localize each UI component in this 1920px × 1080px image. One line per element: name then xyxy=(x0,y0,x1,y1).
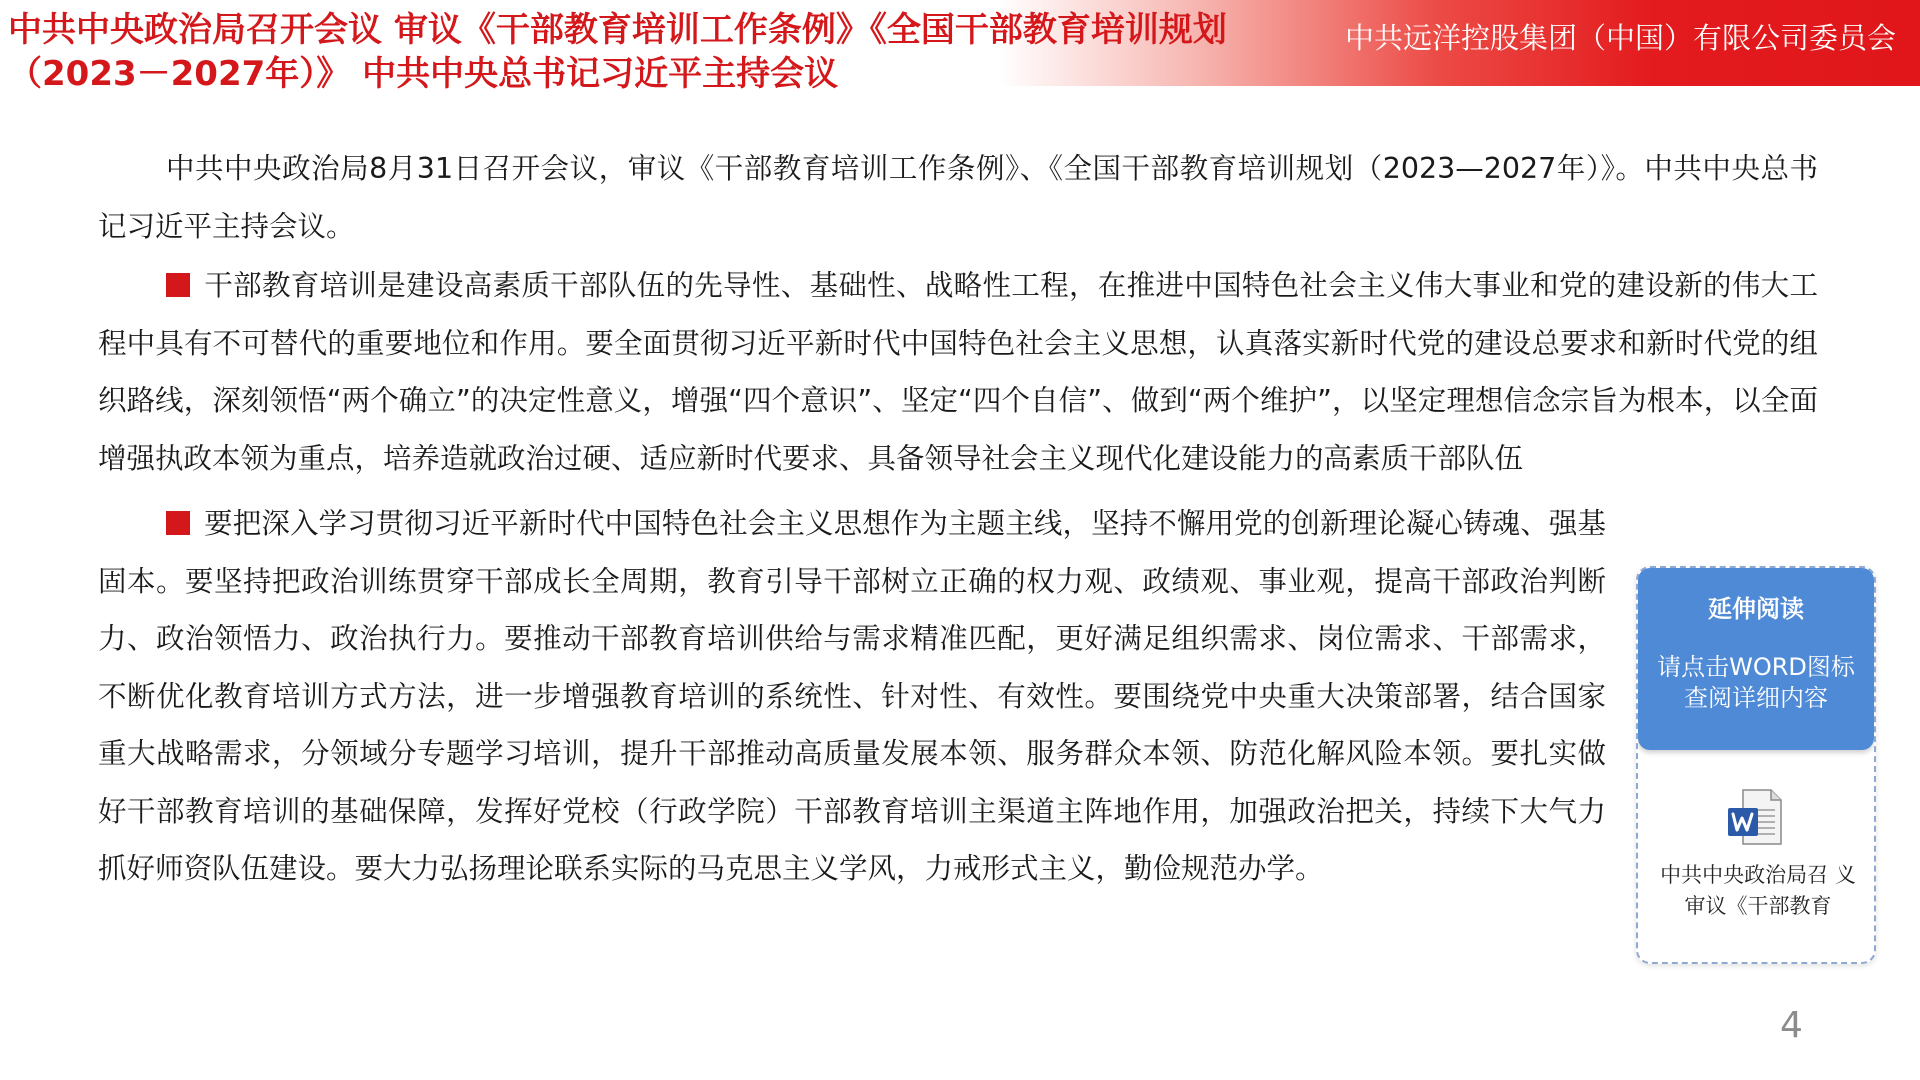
intro-paragraph: 中共中央政治局8月31日召开会议，审议《干部教育培训工作条例》、《全国干部教育培训规划（2023—2027年）》。中共中央总书记习近平主持会议。 xyxy=(98,152,1818,243)
paragraph-1-text: 干部教育培训是建设高素质干部队伍的先导性、基础性、战略性工程，在推进中国特色社会主义伟大事业和党的建设新的伟大工程中具有不可替代的重要地位和作用。要全面贯彻习近平新时代中国特色社会主义思想，认真落实新时代党的建设总要求和新时代党的组织路线，深刻领悟“两个确立”的决定性意义，增强“四个意识”、坚定“四个自信”、做到“两个维护”，以坚定理想信念宗旨为根本，以全面增强执政本领为重点，培养造就政治过硬、适应新时代要求、具备领导社会主义现代化建设能力的高素质干部队伍 xyxy=(98,269,1818,475)
red-square-bullet-icon xyxy=(166,273,190,297)
paragraph-2-text: 要把深入学习贯彻习近平新时代中国特色社会主义思想作为主题主线，坚持不懈用党的创新理论凝心铸魂、强基固本。要坚持把政治训练贯穿干部成长全周期，教育引导干部树立正确的权力观、政绩观、事业观，提高干部政治判断力、政治领悟力、政治执行力。要推动干部教育培训供给与需求精准匹配，更好满足组织需求、岗位需求、干部需求，不断优化教育培训方式方法，进一步增强教育培训的系统性、针对性、有效性。要围绕党中央重大决策部署，结合国家重大战略需求，分领域分专题学习培训，提升干部推动高质量发展本领、服务群众本领、防范化解风险本领。要扎实做好干部教育培训的基础保障，发挥好党校（行政学院）干部教育培训主渠道主阵地作用，加强政治把关，持续下大气力抓好师资队伍建设。要大力弘扬理论联系实际的马克思主义学风，力戒形式主义，勤俭规范办学。 xyxy=(98,507,1606,885)
paragraph-2 xyxy=(98,495,1606,898)
company-name: 中共远洋控股集团（中国）有限公司委员会 xyxy=(1344,21,1896,55)
word-document-icon[interactable] xyxy=(1725,786,1785,848)
page-number: 4 xyxy=(1780,1005,1803,1046)
page-title: 中共中央政治局召开会议 审议《干部教育培训工作条例》《全国干部教育培训规划（2023－2027年）》 中共中央总书记习近平主持会议 xyxy=(8,10,1227,94)
extended-reading-header xyxy=(1638,568,1874,750)
red-square-bullet-icon xyxy=(166,511,190,535)
header-banner xyxy=(0,0,1920,94)
extended-reading-card[interactable] xyxy=(1636,566,1876,964)
document-name[interactable]: 中共中央政治局召 义 审议《干部教育 xyxy=(1660,863,1856,918)
paragraph-1 xyxy=(98,257,1818,487)
extended-reading-title: 延伸阅读 xyxy=(1708,595,1804,623)
extended-reading-description: 请点击WORD图标查阅详细内容 xyxy=(1657,653,1855,712)
main-content xyxy=(98,140,1818,898)
